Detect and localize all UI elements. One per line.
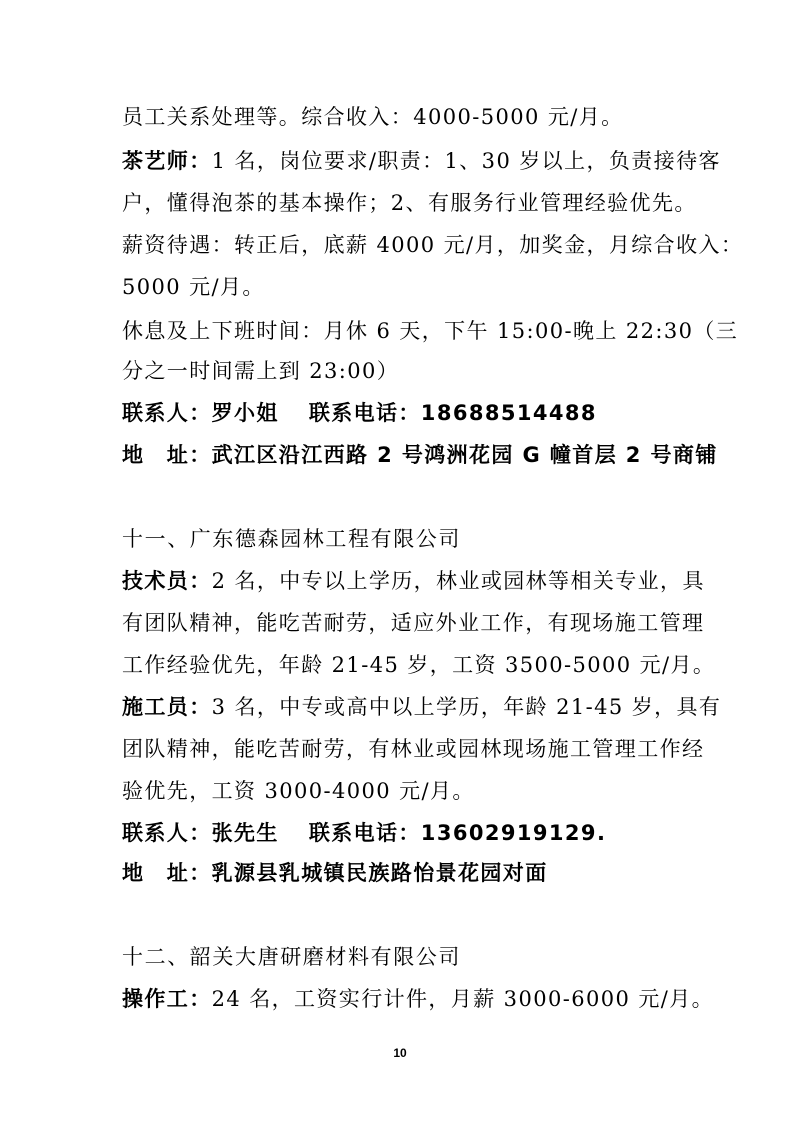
text-line: 薪资待遇：转正后，底薪 4000 元/月，加奖金，月综合收入： [122, 233, 744, 257]
text-line: 户，懂得泡茶的基本操作；2、有服务行业管理经验优先。 [122, 191, 697, 215]
text-line: 5000 元/月。 [122, 275, 265, 299]
text-span: 1 名，岗位要求/职责：1、30 岁以上，负责接待客 [211, 149, 721, 173]
text-line: 验优先，工资 3000-4000 元/月。 [122, 779, 475, 803]
text-span: 3 名，中专或高中以上学历，年龄 21-45 岁，具有 [211, 695, 722, 719]
page-number: 10 [393, 1046, 407, 1060]
contact-line [122, 818, 606, 848]
text-line: 有团队精神，能吃苦耐劳，适应外业工作，有现场施工管理 [122, 611, 705, 635]
text-span: 2 名，中专以上学历，林业或园林等相关专业，具 [211, 569, 705, 593]
technician-paragraph [122, 566, 705, 596]
text-line: 工作经验优先，年龄 21-45 岁，工资 3500-5000 元/月。 [122, 653, 716, 677]
contact-phone: 联系电话：13602919129. [308, 821, 607, 845]
address-line: 地 址：武江区沿江西路 2 号鸿洲花园 G 幢首层 2 号商铺 [122, 443, 718, 467]
tea-artist-paragraph [122, 146, 721, 176]
text-line: 分之一时间需上到 23:00） [122, 359, 400, 383]
section-heading: 十一、广东德森园林工程有限公司 [122, 527, 461, 551]
job-title-tea-artist: 茶艺师： [122, 149, 212, 173]
text-line: 员工关系处理等。综合收入：4000-5000 元/月。 [122, 105, 624, 129]
constructor-paragraph [122, 692, 721, 722]
section-heading: 十二、韶关大唐研磨材料有限公司 [122, 945, 461, 969]
contact-person: 联系人：张先生 [122, 821, 279, 845]
job-title-operator: 操作工： [122, 987, 212, 1011]
job-title-technician: 技术员： [122, 569, 212, 593]
contact-phone: 联系电话：18688514488 [308, 401, 597, 425]
operator-paragraph [122, 984, 714, 1014]
contact-line [122, 398, 597, 428]
contact-person: 联系人：罗小姐 [122, 401, 279, 425]
text-span: 24 名，工资实行计件，月薪 3000-6000 元/月。 [211, 987, 715, 1011]
text-line: 团队精神，能吃苦耐劳，有林业或园林现场施工管理工作经 [122, 737, 705, 761]
text-line: 休息及上下班时间：月休 6 天，下午 15:00-晚上 22:30（三 [122, 319, 739, 343]
address-line: 地 址：乳源县乳城镇民族路怡景花园对面 [122, 861, 548, 885]
job-title-constructor: 施工员： [122, 695, 212, 719]
